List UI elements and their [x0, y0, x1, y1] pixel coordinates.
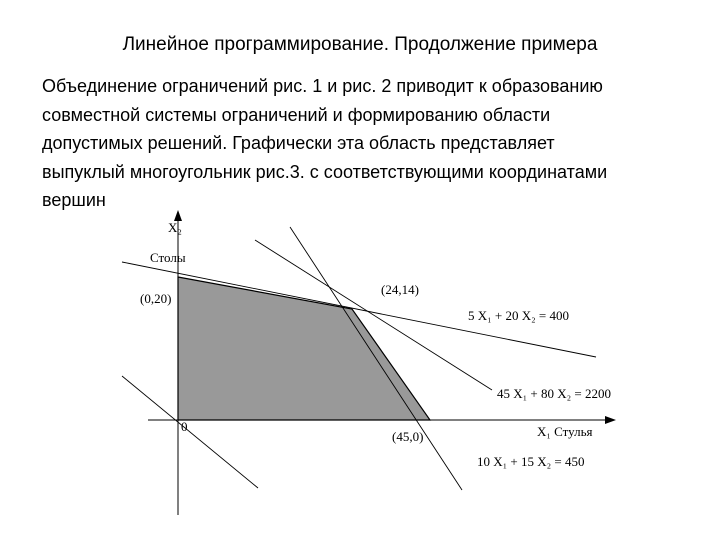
y-axis-label: X₂: [168, 220, 182, 235]
vertex-label: (45,0): [392, 429, 424, 444]
constraint-label: 5 X₁ + 20 X₂ = 400: [468, 308, 570, 323]
body-line: Объединение ограничений рис. 1 и рис. 2 приводит к образованию: [42, 76, 603, 96]
constraint-label: 10 X₁ + 15 X₂ = 450: [477, 454, 585, 469]
constraint-label: 45 X₁ + 80 X₂ = 2200: [497, 386, 612, 401]
body-line: выпуклый многоугольник рис.3. с соответствующими координатами: [42, 161, 608, 182]
body-line: совместной системы ограничений и формированию области: [42, 104, 551, 125]
body-line: вершин: [42, 190, 106, 210]
vertex-label: (0,20): [140, 291, 172, 306]
x-axis-arrow: [605, 416, 616, 424]
y-axis-name: Столы: [150, 250, 186, 265]
slide-title: Линейное программирование. Продолжение примера: [122, 34, 598, 55]
origin-label: 0: [181, 419, 188, 434]
body-line: допустимых решений. Графически эта область представляет: [42, 133, 555, 153]
x-axis-label: X₁ Стулья: [537, 424, 593, 439]
vertex-label: (24,14): [381, 282, 419, 297]
